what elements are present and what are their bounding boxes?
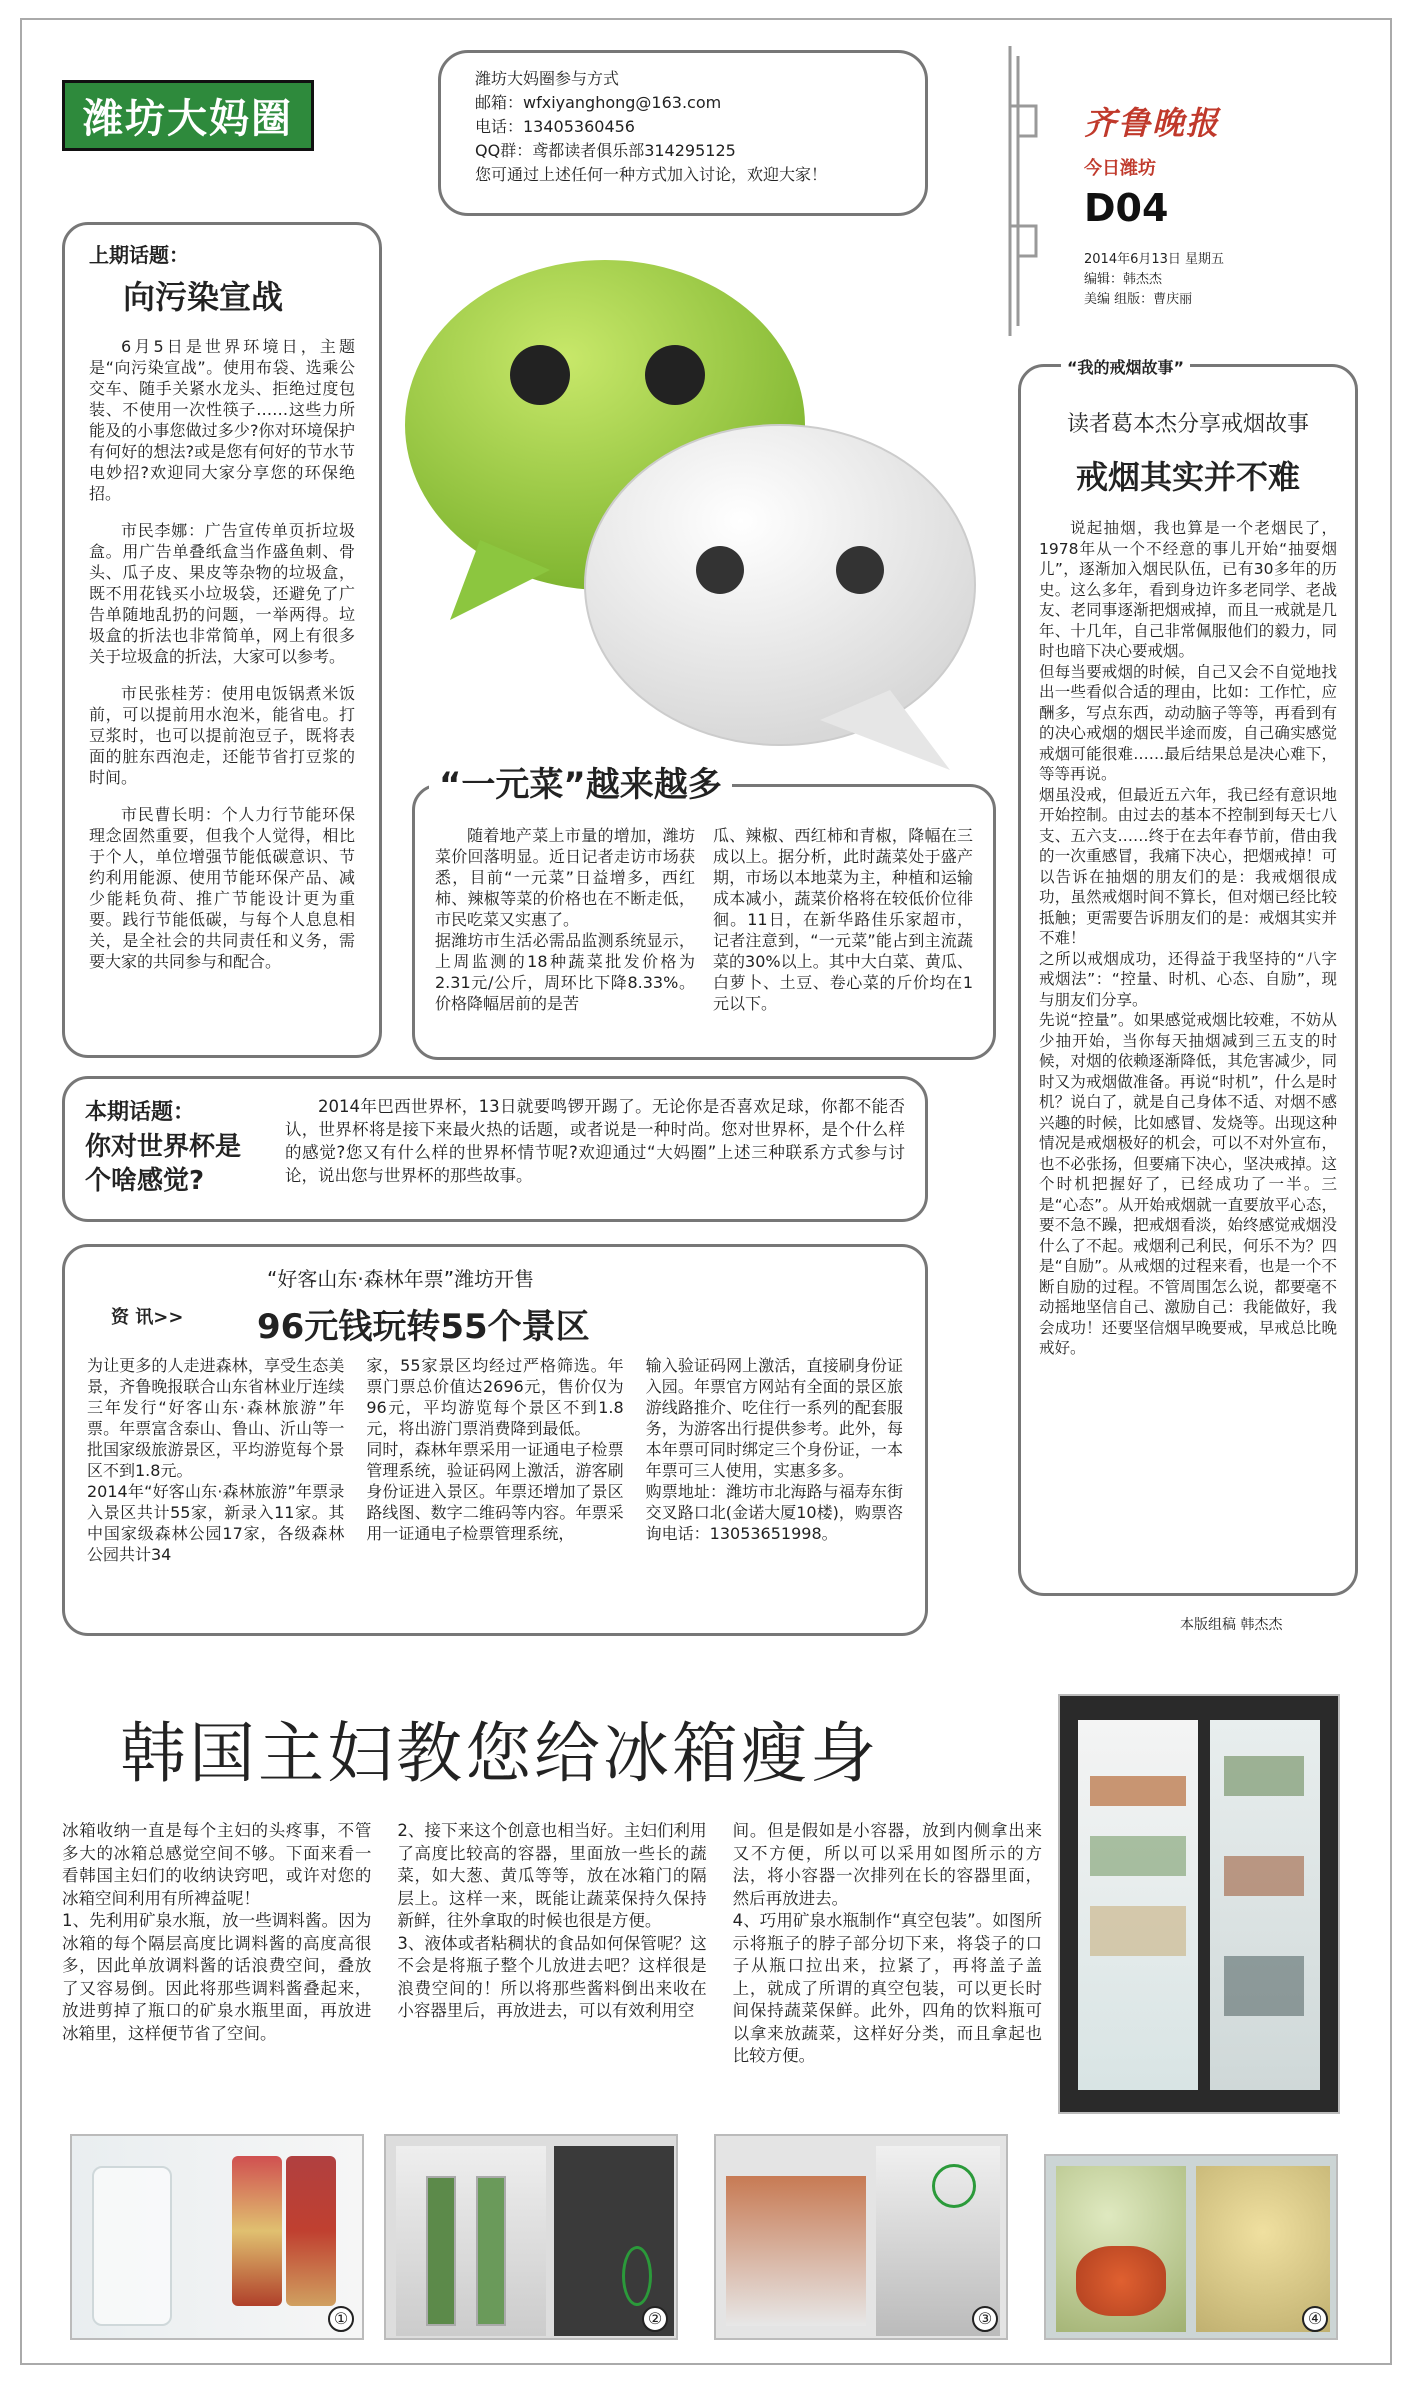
photo-number: ② xyxy=(642,2306,668,2332)
paper-name: 齐鲁晚报 xyxy=(1084,104,1221,142)
design-line: 美编 组版：曹庆丽 xyxy=(1084,292,1193,307)
tourism-col1: 为让更多的人走进森林，享受生态美景，齐鲁晚报联合山东省林业厅连续三年发行“好客山东·森林旅游”年票。年票富含泰山、鲁山、沂山等一批国家级旅游景区，平均游览每个景区不到1.8元。 2014年“好客山东·森林旅游”年票录入景区共计55家，新录入11家。其中国家级森林公园17家，各级森林公园共计34 xyxy=(87,1356,345,1564)
last-topic-para: 市民张桂芳：使用电饭锅煮米饭前，可以提前用水泡米，能省电。打豆浆时，也可以提前泡豆子，既将表面的脏东西泡走，还能节省打豆浆的时间。 xyxy=(89,684,355,787)
fridge-photo-3 xyxy=(714,2134,1008,2340)
smoking-subtitle: 读者葛本杰分享戒烟故事 xyxy=(1066,412,1309,437)
fridge-photo-2 xyxy=(384,2134,678,2340)
fridge-photo-main xyxy=(1058,1694,1340,2114)
smoking-title: 戒烟其实并不难 xyxy=(1075,458,1300,496)
this-topic-box xyxy=(62,1076,928,1222)
fridge-photo-1 xyxy=(70,2134,364,2340)
contact-qq: QQ群：鸢都读者俱乐部314295125 xyxy=(475,141,736,160)
smoking-story-box xyxy=(1018,358,1358,1596)
vegetable-title: “一元菜”越来越多 xyxy=(429,757,732,806)
date-line: 2014年6月13日 星期五 xyxy=(1084,252,1225,267)
contact-box xyxy=(438,50,928,216)
vegetable-article-box xyxy=(412,765,996,1060)
smoking-tag: “我的戒烟故事” xyxy=(1061,355,1190,378)
tourism-col3: 输入验证码网上激活，直接刷身份证入园。年票官方网站有全面的景区旅游线路推介、吃住行一系列的配套服务，为游客出行提供参考。此外，每本年票可同时绑定三个身份证，一本年票可三人使用，实惠多多。 购票地址：潍坊市北海路与福寿东街交叉路口北(金诺大厦10楼)，购票咨询电话：13053651998。 xyxy=(645,1356,903,1543)
fridge-title: 韩国主妇教您给冰箱瘦身 xyxy=(120,1715,879,1792)
last-topic-para: 市民曹长明：个人力行节能环保理念固然重要，但我个人觉得，相比于个人，单位增强节能低碳意识、节约利用能源、使用节能环保产品、减少能耗负荷、推广节能设计更为重要。践行节能低碳，与每个人息息相关，是全社会的共同责任和义务，需要大家的共同参与和配合。 xyxy=(89,805,355,971)
photo-number: ① xyxy=(328,2306,354,2332)
contact-phone: 电话：13405360456 xyxy=(475,117,635,136)
contact-title: 潍坊大妈圈参与方式 xyxy=(475,69,620,88)
fridge-photo-4 xyxy=(1044,2154,1338,2340)
last-topic-box xyxy=(62,222,382,1058)
this-topic-text: 2014年巴西世界杯，13日就要鸣锣开踢了。无论你是否喜欢足球，你都不能否认，世界杯将是接下来最火热的话题，或者说是一种时尚。您对世界杯，是个什么样的感觉?您又有什么样的世界杯情节呢?欢迎通过“大妈圈”上述三种联系方式参与讨论，说出您与世界杯的那些故事。 xyxy=(285,1097,905,1185)
editor-line: 编辑：韩杰杰 xyxy=(1084,272,1163,287)
vegetable-col2: 瓜、辣椒、西红柿和青椒，降幅在三成以上。据分析，此时蔬菜处于盛产期，市场以本地菜为主，种植和运输成本减小，蔬菜价格将在较低价位徘徊。11日，在新华路佳乐家超市，记者注意到，“一元菜”能占到主流蔬菜的30%以上。其中大白菜、黄瓜、白萝卜、土豆、卷心菜的斤价均在1元以下。 xyxy=(713,826,973,1013)
fridge-col2: 2、接下来这个创意也相当好。主妇们利用了高度比较高的容器，里面放一些长的蔬菜，如大葱、黄瓜等等，放在冰箱门的隔层上。这样一来，既能让蔬菜保持久保持新鲜，往外拿取的时候也很是方便。 3、液体或者粘稠状的食品如何保管呢？这不会是将瓶子整个儿放进去吧？这样很是浪费空间的！所以将那些酱料倒出来收在小容器里后，再放进去，可以有效利用空 xyxy=(397,1821,707,2020)
contact-email[interactable]: 邮箱：wfxiyanghong@163.com xyxy=(475,93,722,112)
masthead-ornament xyxy=(1006,46,1042,346)
this-topic-title: 你对世界杯是个啥感觉? xyxy=(85,1132,242,1196)
wechat-logo-illustration xyxy=(390,240,990,780)
fridge-col1: 冰箱收纳一直是每个主妇的头疼事，不管多大的冰箱总感觉空间不够。下面来看一看韩国主妇们的收纳诀窍吧，或许对您的冰箱空间利用有所裨益呢！ 1、先利用矿泉水瓶，放一些调料酱。因为冰箱的每个隔层高度比调料酱的高度高很多，因此单放调料酱的话浪费空间，叠放了又容易倒。因此将那些调料酱叠起来，放进剪掉了瓶口的矿泉水瓶里面，再放进冰箱里，这样便节省了空间。 xyxy=(62,1821,372,2043)
fridge-col3: 间。但是假如是小容器，放到内侧拿出来又不方便，所以可以采用如图所示的方法，将小容器一次排列在长的容器里面，然后再放进去。 4、巧用矿泉水瓶制作“真空包装”。如图所示将瓶子的脖子部分切下来，将袋子的口子从瓶口拉出来，拉紧了，再将盖子盖上，就成了所谓的真空包装，可以更长时间保持蔬菜保鲜。此外，四角的饮料瓶可以拿来放蔬菜，这样好分类，而且拿起也比较方便。 xyxy=(732,1821,1042,2065)
last-topic-title: 向污染宣战 xyxy=(123,278,284,316)
this-topic-kicker: 本期话题： xyxy=(85,1100,196,1125)
column-tag: 潍坊大妈圈 xyxy=(62,80,314,151)
tourism-subtitle: “好客山东·森林年票”潍坊开售 xyxy=(267,1267,535,1291)
tourism-col2: 家，55家景区均经过严格筛选。年票门票总价值达2696元，售价仅为96元，平均游览每个景区不到1.8元，将出游门票消费降到最低。 同时，森林年票采用一证通电子检票管理系统，验证码网上激活，游客刷身份证进入景区。年票还增加了景区路线图、数字二维码等内容。年票采用一证通电子检票管理系统， xyxy=(366,1356,624,1543)
last-topic-para: 6月5日是世界环境日，主题是“向污染宣战”。使用布袋、选乘公交车、随手关紧水龙头、拒绝过度包装、不使用一次性筷子……这些力所能及的小事您做过多少?你对环境保护有何好的想法?或是您有何好的节水节电妙招?欢迎同大家分享您的环保绝招。 xyxy=(89,337,355,503)
last-topic-para: 市民李娜：广告宣传单页折垃圾盒。用广告单叠纸盒当作盛鱼刺、骨头、瓜子皮、果皮等杂物的垃圾盒，既不用花钱买小垃圾袋，还避免了广告单随地乱扔的问题，一举两得。垃圾盒的折法也非常简单，网上有很多关于垃圾盒的折法，大家可以参考。 xyxy=(89,521,355,666)
smoking-text: 说起抽烟，我也算是一个老烟民了，1978年从一个不经意的事儿开始“抽耍烟儿”，逐渐加入烟民队伍，已有30多年的历史。这么多年，看到身边许多老同学、老战友、老同事逐渐把烟戒掉，而且一戒就是几年、十几年，自己非常佩服他们的毅力，同时也暗下决心要戒烟。 但每当要戒烟的时候，自己又会不自觉地找出一些看似合适的理由，比如：工作忙，应酬多，写点东西，动动脑子等等，再看到有的决心戒烟的烟民半途而废，自己确实感觉戒烟可能很难……最后结果总是决心难下，等等再说。 烟虽没戒，但最近五六年，我已经有意识地开始控制。由过去的基本不控制到每天七八支、五六支……终于在去年春节前，借由我的一次重感冒，我痛下决心，把烟戒掉！可以告诉在抽烟的朋友们的是：我戒烟很成功，虽然戒烟时间不算长，但对烟已经比较抵触；更需要告诉朋友们的是：戒烟其实并不难！ 之所以戒烟成功，还得益于我坚持的“八字戒烟法”：“控量、时机、心态、自励”，现与朋友们分享。 先说“控量”。如果感觉戒烟比较难，不妨从少抽开始，当你每天抽烟减到三五支的时候，对烟的依赖逐渐降低，其危害减少，同时又为戒烟做准备。再说“时机”，什么是时机？说白了，就是自己身体不适、对烟不感兴趣的时候，比如感冒、发烧等。出现这种情况是戒烟极好的机会，可以不对外宣布，也不必张扬，但要痛下决心，坚决戒掉。这个时机把握好了，已经成功了一半。三是“心态”。从开始戒烟就一直要放平心态，要不急不躁，把戒烟看淡，始终感觉戒烟没什么了不起。戒烟利己利民，何乐不为？四是“自励”。从戒烟的过程来看，也是一个不断自励的过程。不管周围怎么说，都要毫不动摇地坚信自己、激励自己：我能做好，我会成功！还要坚信烟早晚要戒，早戒总比晚戒好。 xyxy=(1039,519,1337,1357)
tourism-article-box xyxy=(62,1244,928,1636)
section-name: 今日潍坊 xyxy=(1084,158,1156,179)
photo-number: ③ xyxy=(972,2306,998,2332)
page-number: D04 xyxy=(1084,186,1169,230)
last-topic-kicker: 上期话题： xyxy=(89,243,189,267)
tourism-label: 资 讯>> xyxy=(111,1307,184,1328)
tourism-title: 96元钱玩转55个景区 xyxy=(257,1307,590,1347)
page-credit: 本版组稿 韩杰杰 xyxy=(1180,1617,1283,1633)
contact-note: 您可通过上述任何一种方式加入讨论，欢迎大家！ xyxy=(475,165,828,184)
photo-number: ④ xyxy=(1302,2306,1328,2332)
vegetable-col1: 随着地产菜上市量的增加，潍坊菜价回落明显。近日记者走访市场获悉，目前“一元菜”日益增多，西红柿、辣椒等菜的价格也在不断走低，市民吃菜又实惠了。 据潍坊市生活必需品监测系统显示，上周监测的18种蔬菜批发价格为2.31元/公斤，周环比下降8.33%。价格降幅居前的是苦 xyxy=(435,826,695,1013)
